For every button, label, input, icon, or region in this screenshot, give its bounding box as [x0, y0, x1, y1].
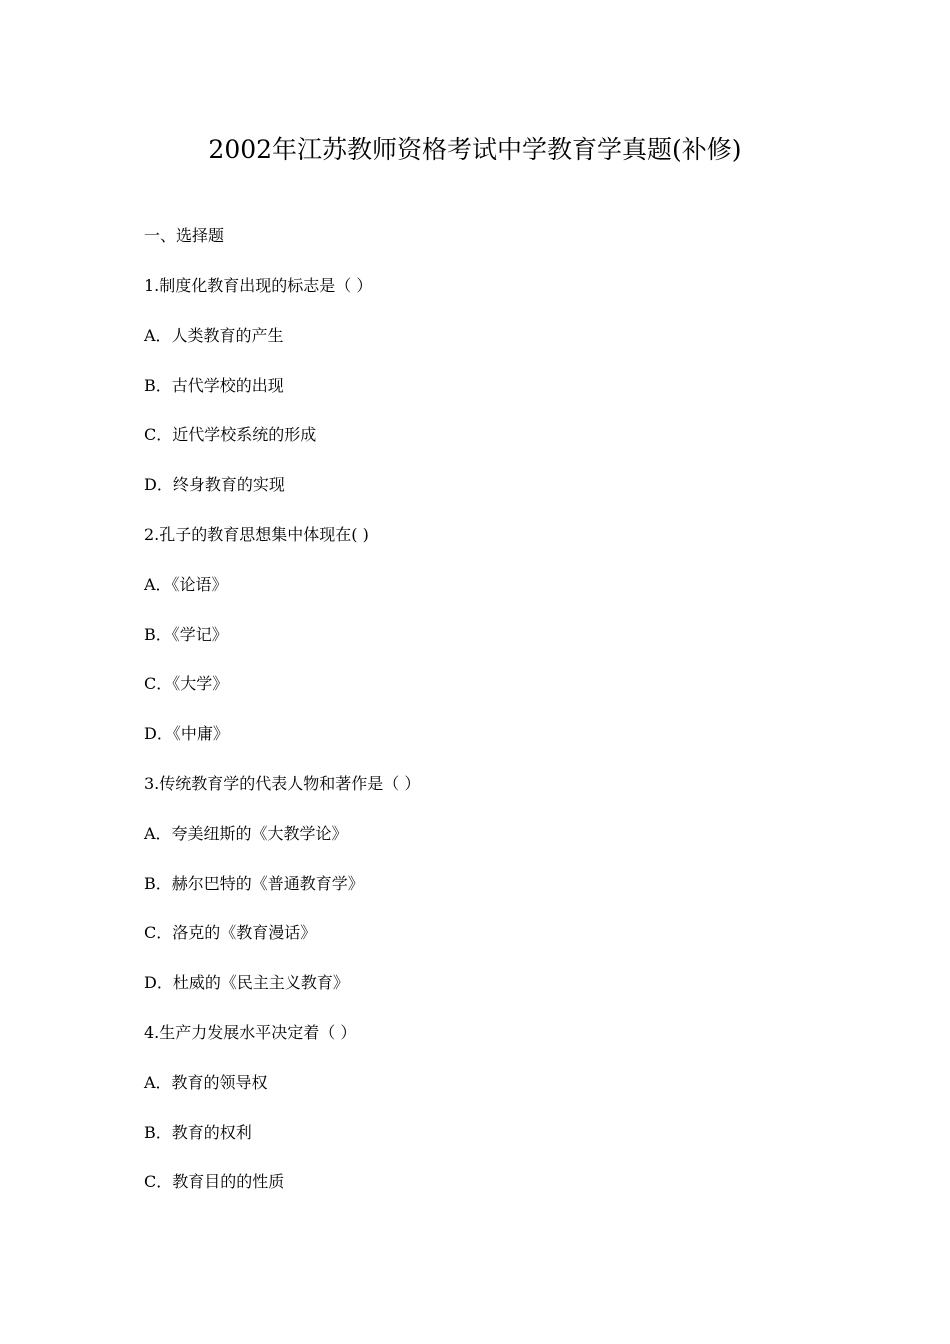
- document-title: 2002年江苏教师资格考试中学教育学真题(补修): [208, 135, 742, 164]
- question-2-option-d: D．《中庸》: [144, 724, 229, 744]
- question-2-option-a: A．《论语》: [144, 574, 228, 594]
- question-3-option-b: B．赫尔巴特的《普通教育学》: [144, 873, 364, 893]
- question-4-option-a: A．教育的领导权: [144, 1072, 268, 1092]
- question-list: [144, 275, 844, 1221]
- question-3-option-a: A．夸美纽斯的《大教学论》: [144, 823, 348, 843]
- question-1-option-a: A．人类教育的产生: [144, 325, 284, 345]
- question-4: 4.生产力发展水平决定着（ ）: [144, 1022, 357, 1042]
- question-4-option-c: C．教育目的的性质: [144, 1172, 285, 1192]
- question-1: 1.制度化教育出现的标志是（ ）: [144, 276, 373, 295]
- question-2: 2.孔子的教育思想集中体现在( ): [144, 524, 369, 544]
- question-3-option-d: D．杜威的《民主主义教育》: [144, 973, 349, 993]
- question-1-option-b: B．古代学校的出现: [144, 375, 284, 395]
- section-heading: 一、选择题: [144, 226, 225, 245]
- question-1-option-c: C．近代学校系统的形成: [144, 425, 317, 445]
- question-3-option-c: C．洛克的《教育漫话》: [144, 923, 317, 943]
- question-4-option-b: B．教育的权利: [144, 1122, 252, 1142]
- question-2-option-c: C．《大学》: [144, 674, 229, 694]
- question-3: 3.传统教育学的代表人物和著作是（ ）: [144, 773, 421, 793]
- question-1-option-d: D．终身教育的实现: [144, 475, 285, 495]
- question-2-option-b: B．《学记》: [144, 624, 228, 644]
